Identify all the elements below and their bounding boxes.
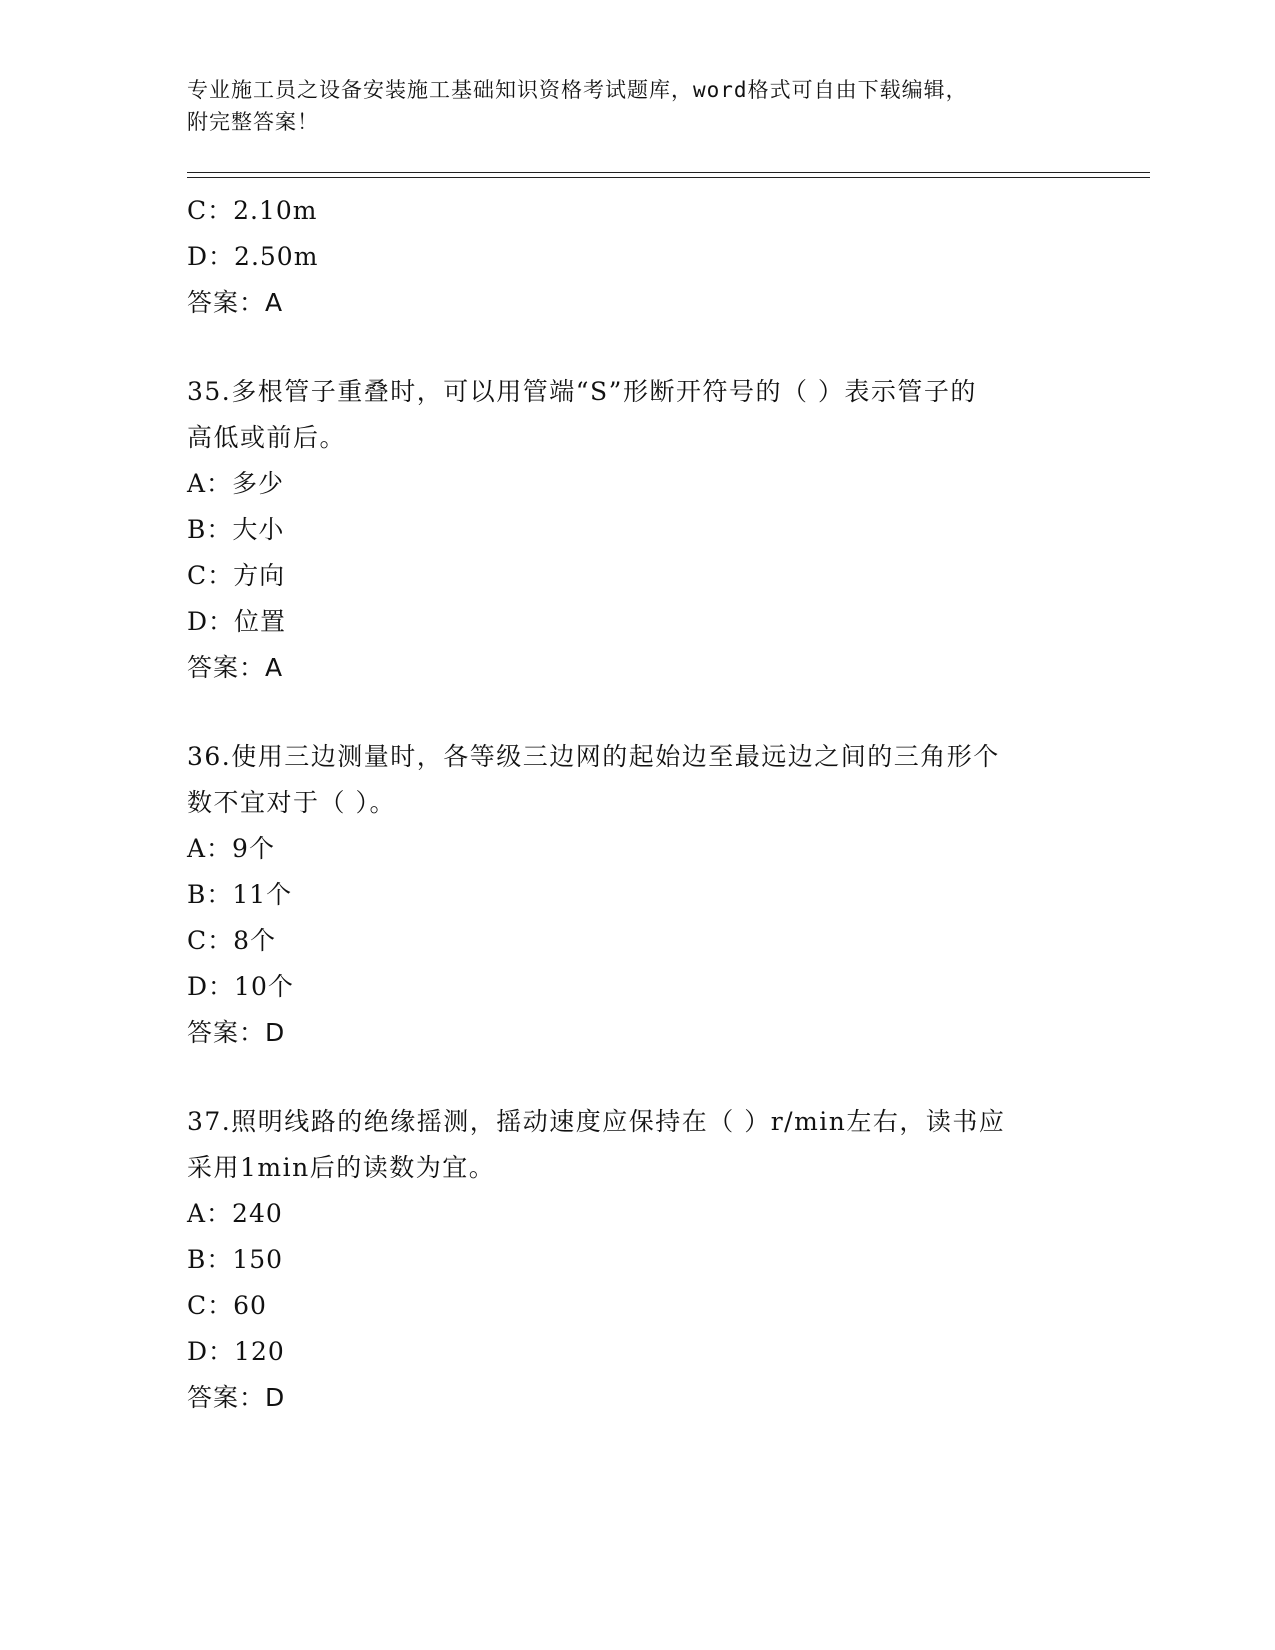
option-d: D：位置 bbox=[187, 607, 287, 636]
header-divider-top bbox=[187, 172, 1150, 173]
answer-line: 答案：D bbox=[187, 1383, 286, 1412]
option-b: B：150 bbox=[187, 1245, 284, 1274]
question-partial bbox=[187, 188, 1117, 326]
question-text-line-2: 数不宜对于（ ）。 bbox=[187, 788, 396, 817]
question-text-line-1: 35.多根管子重叠时，可以用管端“S”形断开符号的（ ）表示管子的 bbox=[187, 377, 977, 406]
question-text-line-1: 37.照明线路的绝缘摇测，摇动速度应保持在（ ）r/min左右，读书应 bbox=[187, 1107, 1006, 1136]
document-header bbox=[187, 74, 1087, 138]
option-b: B：大小 bbox=[187, 515, 285, 544]
option-a: A：多少 bbox=[187, 469, 285, 498]
answer-line: 答案：D bbox=[187, 1018, 286, 1047]
option-a: A：9个 bbox=[187, 834, 275, 863]
question-text-line-2: 高低或前后。 bbox=[187, 423, 347, 452]
option-c: C：60 bbox=[187, 1291, 267, 1320]
question-36 bbox=[187, 734, 1117, 1056]
answer-line: 答案：A bbox=[187, 653, 284, 682]
header-divider-bottom bbox=[187, 177, 1150, 178]
question-text-line-2: 采用1min后的读数为宜。 bbox=[187, 1153, 496, 1182]
option-b: B：11个 bbox=[187, 880, 293, 909]
option-d: D：10个 bbox=[187, 972, 294, 1001]
answer-line: 答案：A bbox=[187, 288, 284, 317]
option-a: A：240 bbox=[187, 1199, 283, 1228]
question-text-line-1: 36.使用三边测量时，各等级三边网的起始边至最远边之间的三角形个 bbox=[187, 742, 1000, 771]
option-c: C：方向 bbox=[187, 561, 286, 590]
question-37 bbox=[187, 1099, 1117, 1421]
header-line-1: 专业施工员之设备安装施工基础知识资格考试题库，word格式可自由下载编辑， bbox=[187, 78, 968, 102]
option-c: C：2.10m bbox=[187, 196, 318, 225]
option-d: D：120 bbox=[187, 1337, 285, 1366]
option-c: C：8个 bbox=[187, 926, 277, 955]
question-list bbox=[187, 188, 1117, 1464]
header-line-2: 附完整答案！ bbox=[187, 110, 319, 134]
option-d: D：2.50m bbox=[187, 242, 319, 271]
question-35 bbox=[187, 369, 1117, 691]
